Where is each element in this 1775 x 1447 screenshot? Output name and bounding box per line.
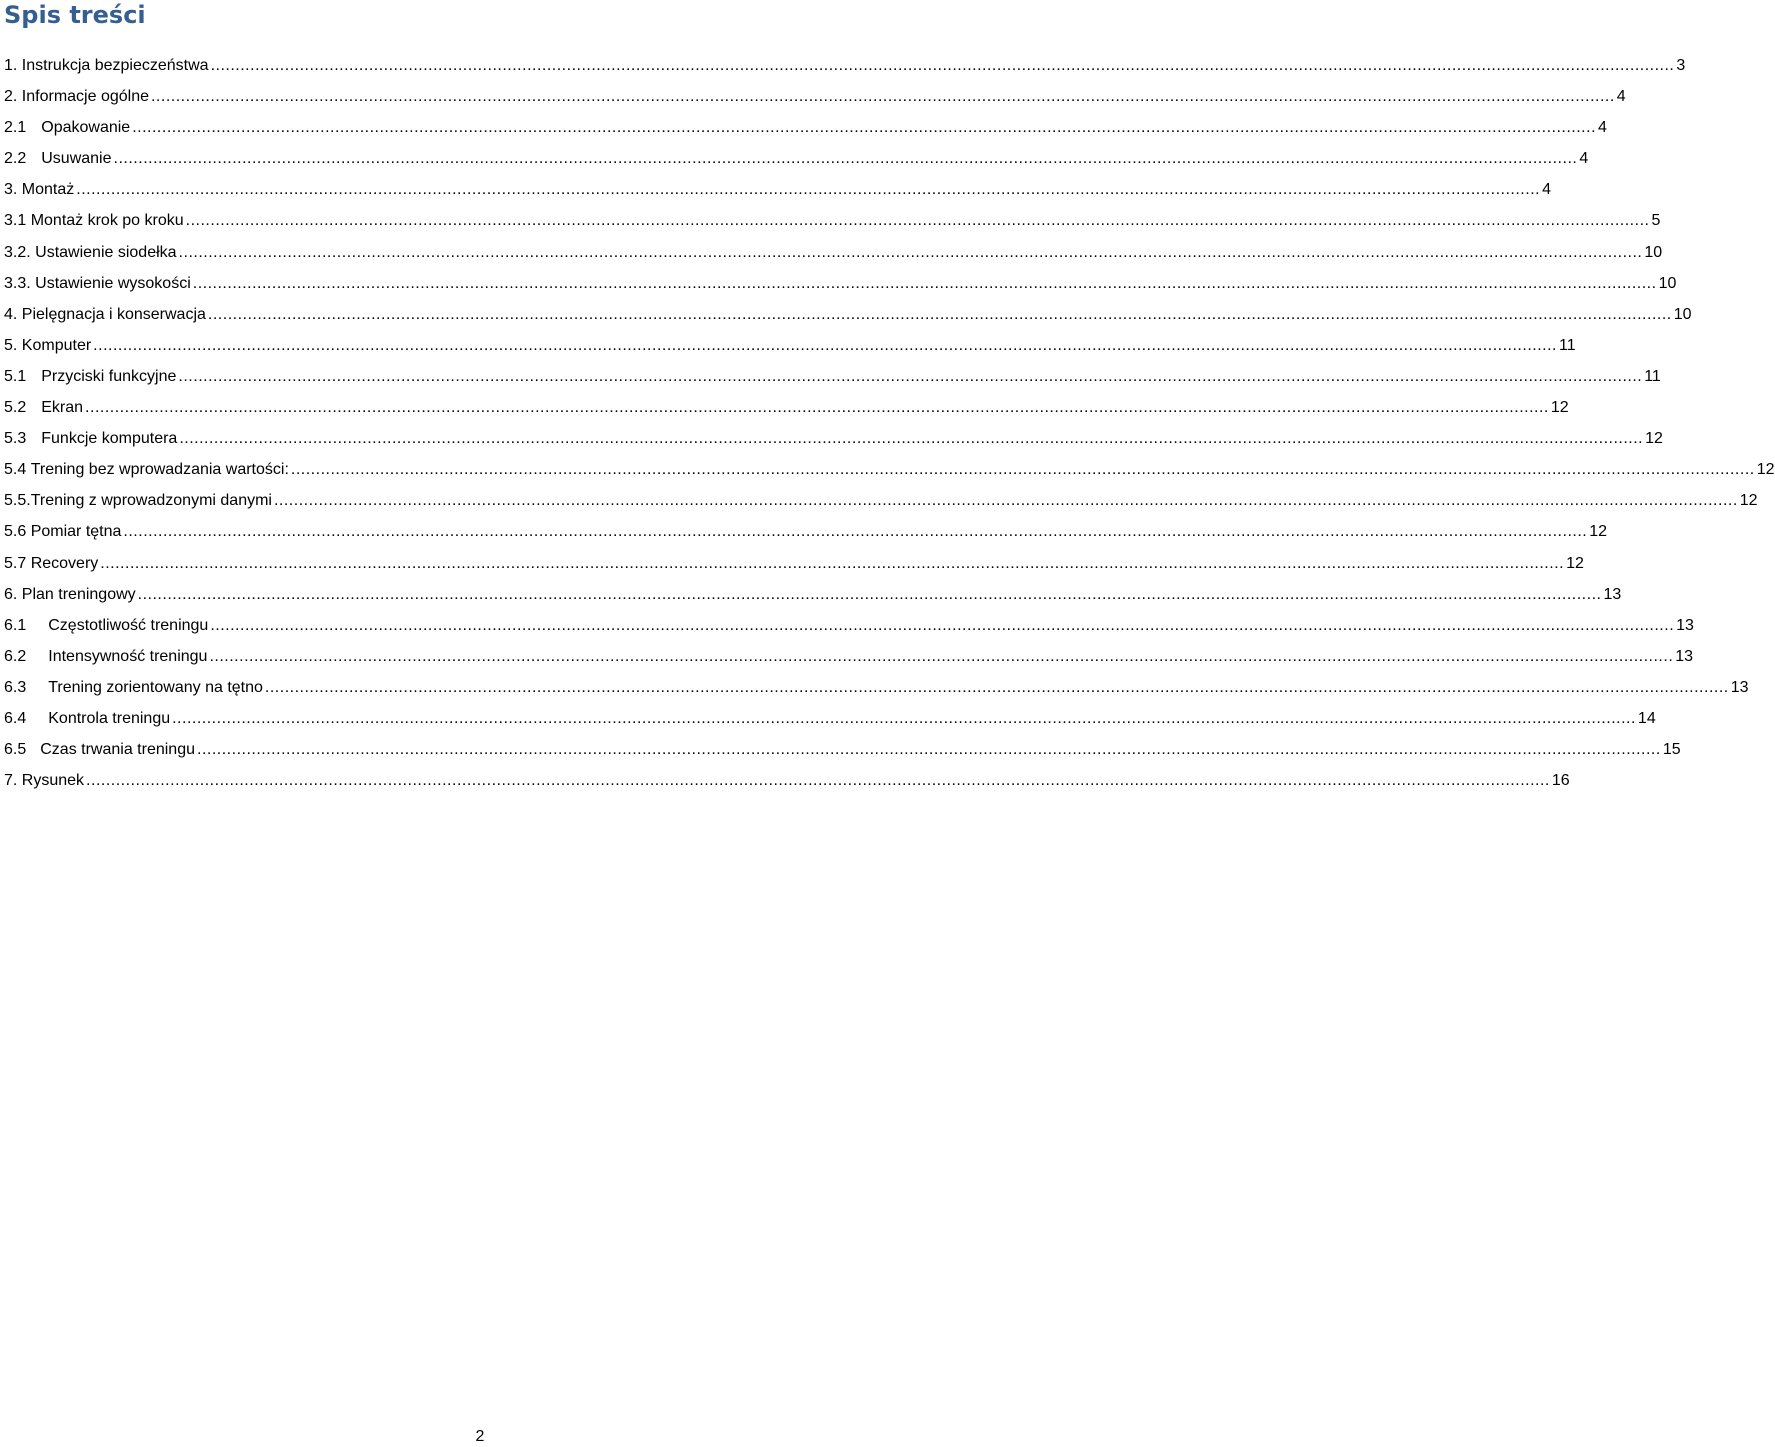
toc-entry[interactable] bbox=[4, 361, 1661, 392]
toc-entry[interactable] bbox=[4, 50, 1686, 81]
toc-entry[interactable] bbox=[4, 548, 1584, 579]
toc-entry-number: 5.3 bbox=[4, 430, 27, 448]
toc-entry-page: 5 bbox=[1651, 212, 1661, 230]
toc-dot-leader bbox=[178, 361, 1642, 392]
toc-dot-leader bbox=[76, 174, 1540, 205]
toc-entry-title: Informacje ogólne bbox=[21, 88, 149, 106]
toc-entry[interactable] bbox=[4, 610, 1694, 641]
toc-entry-number: 5.7 bbox=[4, 554, 31, 572]
toc-entry[interactable] bbox=[4, 112, 1607, 143]
toc-entry-page: 11 bbox=[1558, 336, 1576, 354]
toc-entry-number: 1. bbox=[4, 57, 22, 74]
toc-entry-title: Plan treningowy bbox=[21, 585, 136, 603]
toc-dot-leader bbox=[274, 485, 1738, 516]
toc-dot-leader bbox=[208, 299, 1672, 330]
toc-entry-title: Trening z wprowadzonymi danymi bbox=[30, 492, 272, 510]
toc-dot-leader bbox=[193, 268, 1657, 299]
toc-entry-number: 4. bbox=[4, 305, 22, 323]
toc-entry-title: Trening zorientowany na tętno bbox=[48, 678, 263, 696]
toc-entry-title: Czas trwania treningu bbox=[40, 741, 195, 759]
toc-entry-title: Rysunek bbox=[21, 772, 85, 790]
toc-entry-page: 12 bbox=[1756, 461, 1775, 479]
toc-entry-page: 13 bbox=[1603, 585, 1622, 603]
toc-entry-page: 3 bbox=[1676, 57, 1686, 74]
toc-entry-page: 10 bbox=[1673, 305, 1692, 323]
toc-entry[interactable] bbox=[4, 516, 1608, 547]
toc-entry-page: 11 bbox=[1644, 367, 1661, 385]
toc-entry-title: Funkcje komputera bbox=[41, 430, 178, 448]
toc-entry-title: Pomiar tętna bbox=[30, 523, 122, 541]
toc-entry-page: 12 bbox=[1739, 492, 1758, 510]
toc-dot-leader bbox=[291, 454, 1755, 485]
toc-entry[interactable] bbox=[4, 454, 1775, 485]
toc-entry[interactable] bbox=[4, 268, 1677, 299]
toc-entry-number: 2.2 bbox=[4, 150, 27, 168]
toc-dot-leader bbox=[138, 579, 1602, 610]
toc-entry-page: 14 bbox=[1637, 709, 1656, 727]
toc-entry-title: Recovery bbox=[30, 554, 99, 572]
toc-entry-number: 3.2. bbox=[4, 243, 36, 261]
toc-entry-page: 4 bbox=[1598, 119, 1607, 137]
toc-entry-page: 13 bbox=[1675, 647, 1694, 665]
toc-entry-number: 6.5 bbox=[4, 741, 27, 759]
toc-dot-leader bbox=[211, 50, 1675, 81]
toc-dot-leader bbox=[114, 143, 1578, 174]
toc-entry-page: 13 bbox=[1730, 678, 1749, 696]
toc-entry-number: 5. bbox=[4, 336, 22, 354]
toc-dot-leader bbox=[265, 672, 1729, 703]
toc-entry-title: Intensywność treningu bbox=[48, 647, 208, 665]
toc-dot-leader bbox=[197, 734, 1661, 765]
toc-entry[interactable] bbox=[4, 174, 1551, 205]
page-number: 2 bbox=[475, 1428, 485, 1445]
toc-entry-page: 12 bbox=[1550, 399, 1569, 417]
toc-dot-leader bbox=[86, 765, 1550, 796]
toc-entry-page: 12 bbox=[1589, 523, 1608, 541]
toc-dot-leader bbox=[209, 641, 1673, 672]
toc-entry-number: 6. bbox=[4, 585, 22, 603]
toc-entry-number: 3.3. bbox=[4, 274, 36, 292]
toc-dot-leader bbox=[179, 237, 1643, 268]
toc-entry-title: Trening bez wprowadzania wartości: bbox=[30, 461, 289, 479]
toc-entry[interactable] bbox=[4, 703, 1656, 734]
toc-entry[interactable] bbox=[4, 205, 1661, 236]
toc-entry-page: 10 bbox=[1644, 243, 1663, 261]
toc-entry-page: 4 bbox=[1542, 181, 1551, 199]
toc-entry[interactable] bbox=[4, 299, 1692, 330]
toc-entry-page: 16 bbox=[1551, 772, 1570, 790]
toc-entry-number: 5.5. bbox=[4, 492, 31, 510]
toc-dot-leader bbox=[85, 392, 1549, 423]
toc-dot-leader bbox=[100, 548, 1564, 579]
toc-entry-number: 5.2 bbox=[4, 399, 27, 417]
toc-entry-page: 4 bbox=[1616, 88, 1626, 106]
toc-entry-number: 3. bbox=[4, 181, 22, 199]
toc-dot-leader bbox=[151, 81, 1615, 112]
toc-entry-page: 12 bbox=[1566, 554, 1584, 572]
toc-entry-page: 4 bbox=[1579, 150, 1589, 168]
toc-entry-page: 12 bbox=[1645, 430, 1663, 448]
toc-entry-title: Montaż bbox=[21, 181, 75, 199]
toc-entry[interactable] bbox=[4, 734, 1681, 765]
toc-entry[interactable] bbox=[4, 392, 1569, 423]
toc-entry-number: 5.6 bbox=[4, 523, 31, 541]
toc-entry-number: 7. bbox=[4, 772, 22, 790]
toc-dot-leader bbox=[93, 330, 1557, 361]
toc-entry[interactable] bbox=[4, 237, 1663, 268]
toc-entry[interactable] bbox=[4, 485, 1758, 516]
toc-entry-title: Kontrola treningu bbox=[48, 709, 171, 727]
toc-entry-title: Częstotliwość treningu bbox=[48, 616, 209, 634]
toc-entry-title: Ustawienie wysokości bbox=[35, 274, 191, 292]
toc-dot-leader bbox=[172, 703, 1636, 734]
toc-entry-number: 6.2 bbox=[4, 647, 27, 665]
toc-entry-number: 6.3 bbox=[4, 678, 27, 696]
toc-entry-title: Ustawienie siodełka bbox=[35, 243, 177, 261]
toc-dot-leader bbox=[123, 516, 1587, 547]
toc-dot-leader bbox=[132, 112, 1596, 143]
toc-entry[interactable] bbox=[4, 143, 1589, 174]
toc-entry-title: Montaż krok po kroku bbox=[30, 212, 184, 230]
toc-entry-title: Przyciski funkcyjne bbox=[41, 367, 177, 385]
toc-entry-number: 2. bbox=[4, 88, 22, 106]
toc-entry-page: 15 bbox=[1662, 741, 1681, 759]
toc-entry-number: 3.1 bbox=[4, 212, 31, 230]
toc-entry-title: Instrukcja bezpieczeństwa bbox=[21, 57, 209, 74]
toc-entry-page: 13 bbox=[1676, 616, 1694, 634]
toc-entry-title: Opakowanie bbox=[41, 119, 131, 137]
toc-entry[interactable] bbox=[4, 641, 1694, 672]
toc-dot-leader bbox=[210, 610, 1674, 641]
toc-entry[interactable] bbox=[4, 672, 1749, 703]
toc-entry-title: Pielęgnacja i konserwacja bbox=[21, 305, 206, 323]
toc-entry[interactable] bbox=[4, 579, 1622, 610]
toc-entry-number: 5.4 bbox=[4, 461, 31, 479]
toc-entry-title: Komputer bbox=[21, 336, 92, 354]
toc-entry-number: 2.1 bbox=[4, 119, 27, 137]
toc-entry-number: 6.4 bbox=[4, 709, 27, 727]
toc-entry[interactable] bbox=[4, 81, 1626, 112]
toc-entry[interactable] bbox=[4, 765, 1570, 796]
page-title: Spis treści bbox=[4, 1, 146, 29]
toc-entry-number: 5.1 bbox=[4, 367, 27, 385]
toc-entry-title: Ekran bbox=[41, 399, 84, 417]
toc-entry-number: 6.1 bbox=[4, 616, 27, 634]
toc-entry[interactable] bbox=[4, 423, 1663, 454]
toc-entry-title: Usuwanie bbox=[41, 150, 112, 168]
toc-entry-page: 10 bbox=[1658, 274, 1677, 292]
toc-entry[interactable] bbox=[4, 330, 1576, 361]
toc-dot-leader bbox=[186, 205, 1650, 236]
table-of-contents bbox=[4, 50, 1775, 796]
toc-dot-leader bbox=[179, 423, 1643, 454]
